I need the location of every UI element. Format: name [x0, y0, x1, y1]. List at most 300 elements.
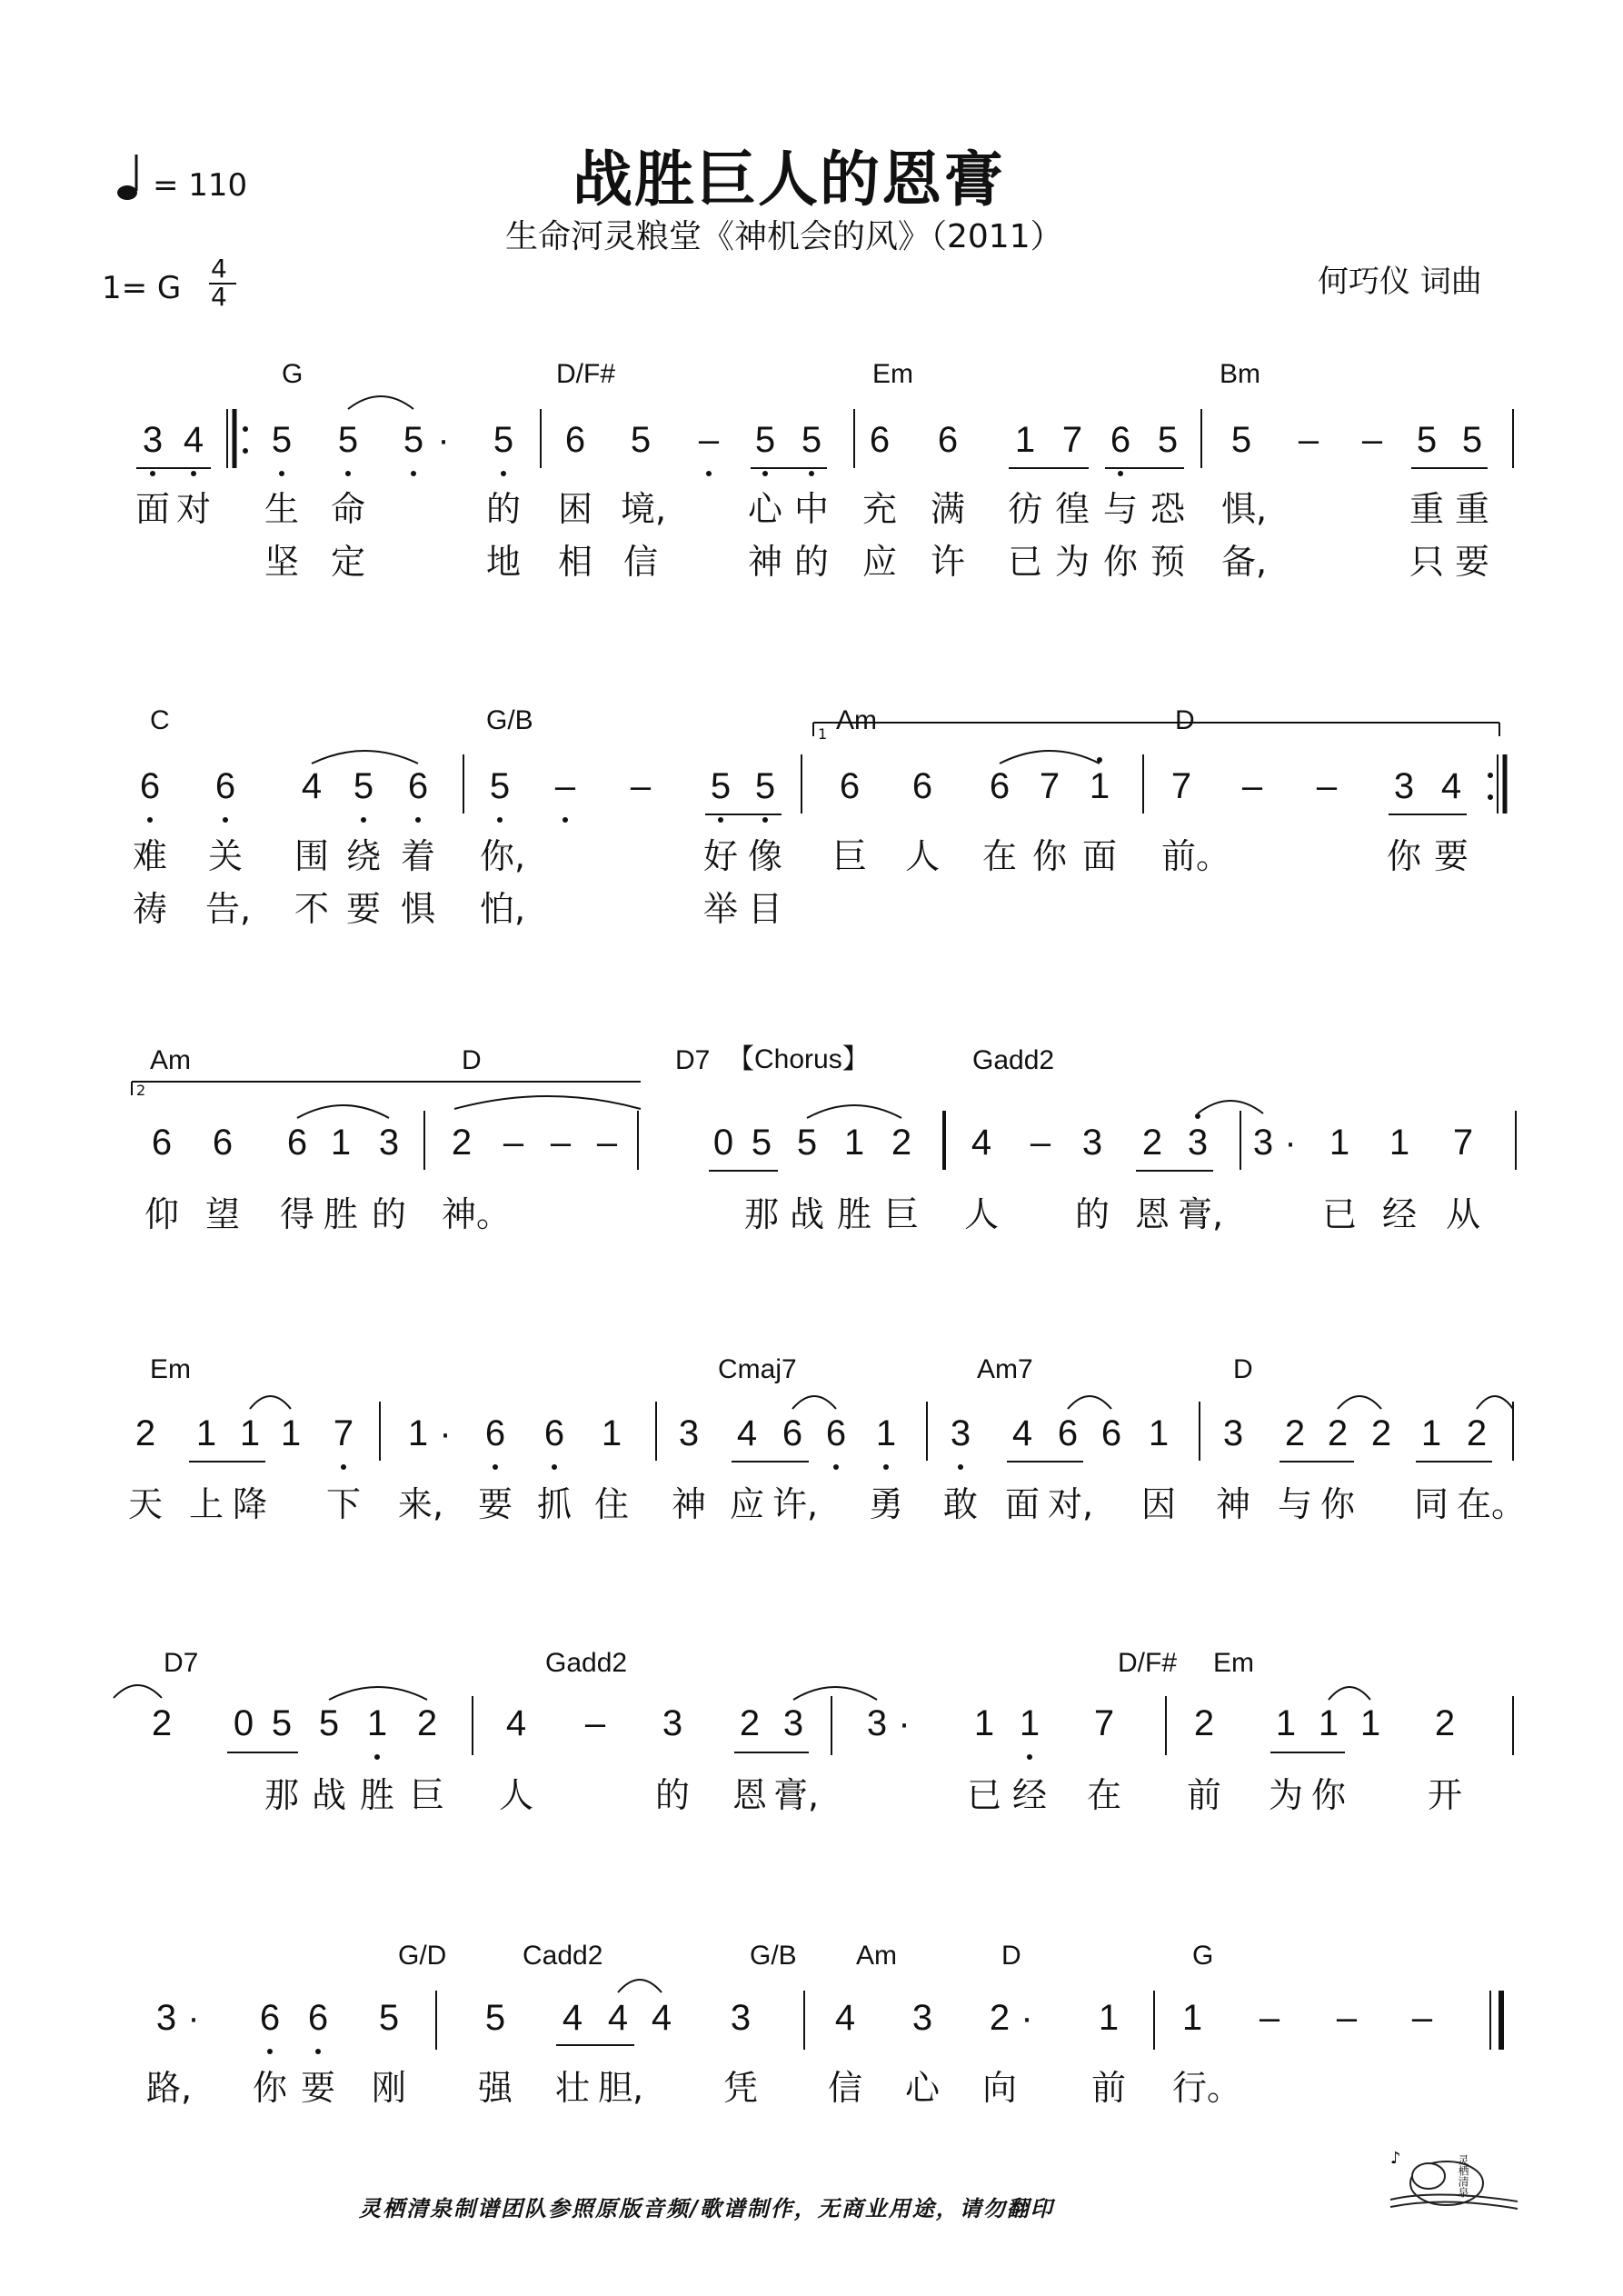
octave-dot-low: [345, 471, 351, 476]
triplet-slur: [807, 1105, 901, 1118]
triplet-slur: [297, 1105, 389, 1118]
jianpu-note: 3: [730, 1998, 752, 2038]
lyric-syllable: 神: [671, 1484, 706, 1524]
octave-dot-low: [415, 817, 421, 823]
jianpu-note: 3: [1187, 1123, 1209, 1163]
jianpu-note: 5: [754, 420, 776, 460]
jianpu-note: 7: [1170, 766, 1192, 806]
tempo-marking: = 110: [153, 167, 248, 204]
lyric-syllable: 行。: [1172, 2068, 1242, 2108]
lyric-syllable: 生: [264, 489, 299, 529]
lyric-syllable: 徨: [1054, 489, 1090, 529]
jianpu-note: 2: [416, 1703, 438, 1743]
jianpu-note: 5: [1230, 420, 1252, 460]
lyric-syllable: 已: [966, 1775, 1001, 1815]
lyric-syllable: 面: [1004, 1484, 1040, 1524]
octave-dot-low: [958, 1464, 963, 1470]
lyric-syllable: 重: [1409, 489, 1444, 529]
jianpu-note: 3: [950, 1413, 971, 1453]
chord-symbol: Am: [836, 705, 877, 735]
lyric-syllable: 祷: [132, 889, 167, 929]
jianpu-note: 5: [801, 420, 822, 460]
lyric-syllable: 敢: [942, 1484, 978, 1524]
jianpu-note: 5: [493, 420, 514, 460]
jianpu-note: 3: [662, 1703, 683, 1743]
lyric-syllable: 信: [827, 2068, 862, 2108]
octave-dot-low: [1027, 1754, 1032, 1760]
lyric-syllable: 怕,: [480, 889, 526, 929]
jianpu-note: 1: [1014, 420, 1036, 460]
lyric-syllable: 你,: [480, 836, 526, 876]
chord-symbol: D: [1233, 1354, 1253, 1384]
lyric-syllable: 只: [1409, 542, 1444, 582]
jianpu-note: 1: [280, 1413, 302, 1453]
chord-symbol: Cadd2: [523, 1941, 603, 1971]
jianpu-note: 6: [484, 1413, 506, 1453]
lyric-syllable: 备,: [1221, 542, 1268, 582]
lyric-syllable: 刚: [371, 2068, 406, 2108]
lyric-syllable: 膏,: [773, 1775, 820, 1815]
jianpu-note: ·: [898, 1703, 911, 1743]
lyric-syllable: 相: [557, 542, 592, 582]
jianpu-note: 1: [366, 1703, 388, 1743]
jianpu-note: 1: [1148, 1413, 1170, 1453]
lyric-syllable: 从: [1445, 1194, 1480, 1234]
jianpu-note: 3: [378, 1123, 400, 1163]
chord-symbol: Bm: [1220, 359, 1260, 389]
jianpu-note: –: [1336, 1998, 1358, 2038]
lyric-syllable: 前: [1090, 2068, 1126, 2108]
chord-symbol: D/F#: [1118, 1648, 1178, 1678]
lyric-syllable: 目: [747, 889, 782, 929]
jianpu-note: 1: [1019, 1703, 1041, 1743]
lyric-syllable: 同: [1413, 1484, 1449, 1524]
jianpu-note: 6: [564, 420, 586, 460]
jianpu-note: 1: [601, 1413, 622, 1453]
jianpu-note: ·: [437, 420, 450, 460]
jianpu-note: 5: [484, 1998, 506, 2038]
jianpu-note: ·: [1021, 1998, 1033, 2038]
jianpu-note: 3: [866, 1703, 888, 1743]
octave-dot-low: [501, 471, 506, 476]
jianpu-note: 5: [1157, 420, 1179, 460]
lyric-syllable: 绕: [345, 836, 381, 876]
jianpu-note: –: [1241, 766, 1263, 806]
jianpu-note: 1: [875, 1413, 897, 1453]
lyric-syllable: 已: [1007, 542, 1042, 582]
lyric-syllable: 你: [1319, 1484, 1355, 1524]
jianpu-note: 4: [971, 1123, 992, 1163]
jianpu-note: 6: [1100, 1413, 1122, 1453]
lyric-syllable: 在: [981, 836, 1017, 876]
jianpu-note: 6: [259, 1998, 281, 2038]
lyric-syllable: 中: [793, 489, 829, 529]
lyric-syllable: 定: [330, 542, 365, 582]
lyric-syllable: 告,: [205, 889, 252, 929]
jianpu-note: 6: [825, 1413, 847, 1453]
lyric-syllable: 要: [300, 2068, 335, 2108]
lyric-syllable: 胜: [323, 1194, 358, 1234]
jianpu-note: 5: [271, 1703, 293, 1743]
octave-dot-high: [1195, 1113, 1200, 1119]
lyric-syllable: 因: [1140, 1484, 1176, 1524]
octave-dot-low: [411, 471, 416, 476]
jianpu-note: 2: [989, 1998, 1011, 2038]
lyric-syllable: 你: [1310, 1775, 1346, 1815]
lyric-syllable: 的: [793, 542, 829, 582]
lyric-syllable: 面: [134, 489, 170, 529]
lyric-syllable: 满: [930, 489, 965, 529]
lyric-syllable: 惧,: [1221, 489, 1268, 529]
jianpu-note: 1: [843, 1123, 865, 1163]
lyric-syllable: 战: [311, 1775, 346, 1815]
lyric-syllable: 围: [294, 836, 329, 876]
jianpu-note: 4: [1440, 766, 1462, 806]
song-title: 战胜巨人的恩膏: [573, 145, 1005, 215]
jianpu-note: 2: [151, 1703, 173, 1743]
jianpu-note: 6: [214, 766, 236, 806]
lyric-syllable: 要: [1433, 836, 1469, 876]
footer-notice: 灵栖清泉制谱团队参照原版音频/歌谱制作，无商业用途，请勿翻印: [359, 2195, 1054, 2221]
octave-dot-low: [223, 817, 228, 823]
chord-symbol: Em: [872, 359, 913, 389]
jianpu-note: 6: [869, 420, 891, 460]
lyric-syllable: 的: [654, 1775, 690, 1815]
jianpu-note: 0: [233, 1703, 254, 1743]
jianpu-note: 3: [1081, 1123, 1103, 1163]
jianpu-note: 1: [1318, 1703, 1339, 1743]
jianpu-note: 6: [1110, 420, 1131, 460]
octave-dot-low: [191, 471, 196, 476]
chord-symbol: Gadd2: [545, 1648, 628, 1678]
jianpu-note: 5: [378, 1998, 400, 2038]
lyric-syllable: 胜: [359, 1775, 394, 1815]
lyric-syllable: 要: [345, 889, 381, 929]
jianpu-note: 1: [1329, 1123, 1350, 1163]
jianpu-note: –: [1411, 1998, 1433, 2038]
lyric-syllable: 应: [729, 1484, 764, 1524]
lyric-syllable: 对: [175, 489, 211, 529]
jianpu-note: 4: [834, 1998, 856, 2038]
lyric-syllable: 境,: [621, 489, 667, 529]
tie: [1338, 1396, 1381, 1409]
lyric-syllable: 仰: [144, 1194, 179, 1234]
triplet-slur: [1000, 751, 1100, 764]
jianpu-note: 6: [1057, 1413, 1079, 1453]
jianpu-note: 6: [543, 1413, 565, 1453]
tie: [454, 1096, 641, 1109]
octave-dot-low: [883, 1464, 889, 1470]
jianpu-note: –: [584, 1703, 606, 1743]
jianpu-note: 1: [1275, 1703, 1297, 1743]
jianpu-note: 2: [1193, 1703, 1215, 1743]
chord-symbol: G/D: [398, 1941, 447, 1971]
jianpu-note: –: [1259, 1998, 1280, 2038]
lyric-syllable: 凭: [722, 2068, 758, 2108]
repeat-dot: [1488, 794, 1493, 800]
lyric-syllable: 已: [1321, 1194, 1357, 1234]
lyric-syllable: 你: [1102, 542, 1138, 582]
jianpu-note: 2: [739, 1703, 761, 1743]
octave-dot-low: [762, 817, 768, 823]
song-subtitle: 生命河灵粮堂《神机会的风》（2011）: [505, 218, 1063, 255]
jianpu-note: 3: [155, 1998, 177, 2038]
lyric-syllable: 重: [1454, 489, 1489, 529]
lyric-syllable: 你: [252, 2068, 287, 2108]
lyric-syllable: 的: [485, 489, 521, 529]
jianpu-note: 1: [1089, 766, 1110, 806]
jianpu-note: 2: [1434, 1703, 1456, 1743]
lyric-syllable: 在: [1086, 1775, 1121, 1815]
jianpu-note: 7: [1452, 1123, 1474, 1163]
jianpu-note: 2: [1370, 1413, 1392, 1453]
jianpu-note: –: [1316, 766, 1338, 806]
octave-dot-low: [833, 1464, 839, 1470]
logo-text: 灵栖清泉: [1457, 2154, 1469, 2198]
jianpu-note: 6: [782, 1413, 803, 1453]
time-sig-numerator: 4: [211, 254, 227, 284]
lyric-syllable: 面: [1081, 836, 1117, 876]
chord-symbol: G: [282, 359, 304, 389]
jianpu-note: –: [554, 766, 576, 806]
chorus-label: 【Chorus】: [727, 1044, 870, 1074]
tie: [250, 1396, 291, 1409]
jianpu-note: 0: [712, 1123, 734, 1163]
chord-symbol: D7: [164, 1648, 199, 1678]
jianpu-note: 6: [286, 1123, 308, 1163]
octave-dot-high: [1097, 757, 1102, 763]
lyric-syllable: 人: [904, 836, 940, 876]
chord-symbol: Gadd2: [972, 1045, 1055, 1075]
lyric-syllable: 困: [557, 489, 592, 529]
repeat-dot: [1488, 773, 1493, 778]
jianpu-note: 6: [407, 766, 429, 806]
lyric-syllable: 壮: [554, 2068, 590, 2108]
octave-dot-low: [315, 2049, 321, 2054]
jianpu-note: 6: [151, 1123, 173, 1163]
lyric-syllable: 神。: [442, 1194, 512, 1234]
chord-symbol: G/B: [486, 705, 533, 735]
lyric-syllable: 的: [371, 1194, 406, 1234]
lyric-syllable: 充: [861, 489, 897, 529]
lyric-syllable: 那: [743, 1194, 779, 1234]
key-signature: 1= G: [102, 270, 182, 306]
lyric-syllable: 神: [747, 542, 782, 582]
tie: [114, 1685, 162, 1698]
triplet-slur: [329, 1687, 427, 1700]
lyric-syllable: 心: [904, 2068, 940, 2108]
lyric-syllable: 着: [400, 836, 435, 876]
lyric-syllable: 要: [1454, 542, 1489, 582]
jianpu-note: 4: [183, 420, 204, 460]
lyric-syllable: 心: [747, 489, 782, 529]
octave-dot-low: [552, 1464, 557, 1470]
jianpu-note: 2: [134, 1413, 156, 1453]
lyric-syllable: 好: [702, 836, 738, 876]
lyric-syllable: 经: [1011, 1775, 1047, 1815]
lyric-syllable: 抓: [536, 1484, 572, 1524]
jianpu-note: 1: [195, 1413, 217, 1453]
chord-symbol: Em: [150, 1354, 191, 1384]
jianpu-note: ·: [1284, 1123, 1297, 1163]
lyric-syllable: 前: [1186, 1775, 1221, 1815]
octave-dot-low: [809, 471, 814, 476]
quarter-note-icon: [117, 185, 137, 200]
lyric-syllable: 得: [279, 1194, 314, 1234]
tie: [348, 396, 413, 409]
jianpu-note: 2: [1284, 1413, 1306, 1453]
lyric-syllable: 天: [127, 1484, 163, 1524]
repeat-dot: [243, 426, 248, 432]
jianpu-note: ·: [187, 1998, 200, 2038]
tie: [1068, 1396, 1111, 1409]
jianpu-note: 2: [891, 1123, 912, 1163]
chord-symbol: Cmaj7: [718, 1354, 797, 1384]
jianpu-note: 4: [736, 1413, 758, 1453]
lyric-syllable: 胜: [836, 1194, 871, 1234]
lyric-syllable: 地: [485, 542, 521, 582]
jianpu-note: 4: [505, 1703, 527, 1743]
repeat-dot: [243, 448, 248, 454]
lyric-syllable: 前。: [1161, 836, 1231, 876]
jianpu-note: 5: [403, 420, 424, 460]
jianpu-note: 1: [1098, 1998, 1120, 2038]
lyric-syllable: 与: [1277, 1484, 1312, 1524]
jianpu-note: ·: [439, 1413, 452, 1453]
jianpu-note: 4: [651, 1998, 672, 2038]
ending-1-label: 1: [818, 725, 828, 743]
jianpu-note: 1: [239, 1413, 261, 1453]
lyric-syllable: 降: [232, 1484, 267, 1524]
jianpu-note: 6: [307, 1998, 329, 2038]
lyric-syllable: 关: [207, 836, 243, 876]
lyric-syllable: 与: [1102, 489, 1138, 529]
jianpu-note: 2: [1141, 1123, 1163, 1163]
lyric-syllable: 开: [1427, 1775, 1462, 1815]
lyric-syllable: 人: [498, 1775, 533, 1815]
lyric-syllable: 举: [702, 889, 738, 929]
lyric-syllable: 路,: [146, 2068, 193, 2108]
lyric-syllable: 像: [747, 836, 782, 876]
tie: [1329, 1687, 1370, 1700]
lyric-syllable: 命: [330, 489, 365, 529]
jianpu-note: 2: [451, 1123, 473, 1163]
jianpu-note: –: [1298, 420, 1319, 460]
lyric-syllable: 在。: [1457, 1484, 1527, 1524]
jianpu-note: 6: [139, 766, 161, 806]
jianpu-note: 5: [318, 1703, 340, 1743]
jianpu-note: 6: [937, 420, 959, 460]
jianpu-note: 1: [973, 1703, 995, 1743]
octave-dot-low: [762, 471, 768, 476]
jianpu-note: 5: [1416, 420, 1438, 460]
jianpu-note: –: [550, 1123, 572, 1163]
jianpu-note: 7: [333, 1413, 354, 1453]
lyric-syllable: 许: [930, 542, 965, 582]
lyric-syllable: 胆,: [598, 2068, 644, 2108]
publisher-logo: [1381, 2143, 1527, 2216]
lyric-syllable: 来,: [398, 1484, 444, 1524]
lyric-syllable: 恐: [1150, 489, 1185, 529]
lyric-syllable: 不: [294, 889, 329, 929]
lyric-syllable: 对,: [1048, 1484, 1094, 1524]
jianpu-note: –: [630, 766, 652, 806]
jianpu-note: 5: [337, 420, 359, 460]
chord-symbol: D/F#: [556, 359, 616, 389]
jianpu-note: 1: [1389, 1123, 1410, 1163]
lyric-syllable: 你: [1031, 836, 1067, 876]
jianpu-note: 2: [1327, 1413, 1349, 1453]
jianpu-note: 1: [1181, 1998, 1203, 2038]
lyric-syllable: 恩: [732, 1775, 767, 1815]
chord-symbol: G: [1192, 1941, 1214, 1971]
jianpu-note: 3: [1252, 1123, 1274, 1163]
lyric-syllable: 应: [861, 542, 897, 582]
octave-dot-low: [147, 817, 153, 823]
jianpu-note: 6: [911, 766, 933, 806]
jianpu-note: 6: [839, 766, 861, 806]
octave-dot-low: [563, 817, 568, 823]
chord-symbol: Am7: [977, 1354, 1033, 1384]
octave-dot-low: [497, 817, 503, 823]
lyric-syllable: 的: [1074, 1194, 1110, 1234]
jianpu-note: 6: [212, 1123, 234, 1163]
chord-symbol: C: [150, 705, 170, 735]
lyric-syllable: 许,: [772, 1484, 819, 1524]
octave-dot-low: [361, 817, 366, 823]
octave-dot-low: [150, 471, 155, 476]
jianpu-note: 7: [1039, 766, 1060, 806]
lyric-syllable: 坚: [264, 542, 299, 582]
jianpu-note: 3: [1393, 766, 1415, 806]
triplet-slur: [312, 751, 418, 764]
jianpu-note: 5: [710, 766, 732, 806]
lyric-syllable: 经: [1381, 1194, 1417, 1234]
jianpu-note: 2: [1466, 1413, 1488, 1453]
jianpu-note: 1: [330, 1123, 352, 1163]
lyric-syllable: 恩: [1134, 1194, 1170, 1234]
jianpu-note: 5: [1461, 420, 1483, 460]
lyric-syllable: 望: [204, 1194, 240, 1234]
lyric-syllable: 信: [622, 542, 658, 582]
lyric-syllable: 强: [477, 2068, 513, 2108]
jianpu-note: 1: [407, 1413, 429, 1453]
jianpu-note: 3: [782, 1703, 804, 1743]
chord-symbol: D: [462, 1045, 482, 1075]
octave-dot-low: [341, 1464, 346, 1470]
ending-2-label: 2: [136, 1082, 146, 1099]
lyric-syllable: 勇: [868, 1484, 903, 1524]
jianpu-note: 3: [678, 1413, 700, 1453]
tie: [793, 1687, 877, 1700]
jianpu-note: 5: [751, 1123, 772, 1163]
lyric-syllable: 彷: [1007, 489, 1042, 529]
chord-symbol: D: [1001, 1941, 1021, 1971]
lyric-syllable: 巨: [409, 1775, 444, 1815]
jianpu-note: 7: [1093, 1703, 1115, 1743]
lyric-syllable: 上: [188, 1484, 224, 1524]
lyric-syllable: 惧: [400, 889, 435, 929]
jianpu-note: –: [1030, 1123, 1051, 1163]
jianpu-note: 1: [1420, 1413, 1442, 1453]
lyric-syllable: 向: [981, 2068, 1017, 2108]
lyric-syllable: 为: [1268, 1775, 1303, 1815]
jianpu-note: 3: [911, 1998, 933, 2038]
octave-dot-low: [374, 1754, 380, 1760]
lyric-syllable: 人: [963, 1194, 999, 1234]
tie: [1477, 1396, 1513, 1409]
jianpu-note: 4: [1011, 1413, 1033, 1453]
